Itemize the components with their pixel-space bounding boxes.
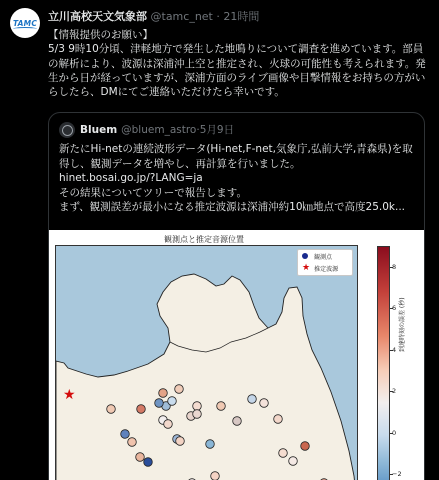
author-avatar[interactable]: [10, 8, 40, 38]
station-point: [155, 399, 164, 408]
legend-item-stations: [298, 250, 352, 262]
legend-label-source: 推定波源: [314, 265, 339, 273]
colorbar-tick-label: 2: [392, 387, 397, 396]
map-plot-area: [55, 245, 358, 480]
station-point: [175, 385, 184, 394]
tweet-header: [48, 10, 259, 26]
station-point: [193, 402, 202, 411]
quoted-tweet-header: [59, 122, 234, 138]
tweet-text: [48, 28, 430, 99]
station-point: [144, 458, 153, 467]
tweet-timestamp[interactable]: 21時間: [223, 10, 260, 23]
circle-marker-icon: [302, 253, 308, 259]
quoted-header-separator: ·: [196, 124, 200, 136]
star-marker-icon: ★: [302, 262, 311, 273]
colorbar-tick-label: 6: [392, 304, 397, 313]
station-point: [279, 449, 288, 458]
tweet-text-line: 【情報提供のお願い】: [48, 29, 153, 41]
colorbar-tick-label: 8: [392, 262, 397, 271]
station-point: [248, 395, 257, 404]
header-separator: ·: [216, 10, 220, 23]
quoted-tweet-date[interactable]: 5月9日: [199, 124, 235, 136]
station-point: [168, 397, 177, 406]
station-point: [233, 417, 242, 426]
colorbar-tick-label: 4: [392, 345, 397, 354]
chart-title: 観測点と推定音源位置: [164, 235, 244, 244]
quoted-text-line: 得し、観測データを増やし、再計算を行いました。: [59, 157, 301, 170]
avatar-logo-text: TAMC: [12, 18, 38, 28]
station-point: [121, 430, 130, 439]
quoted-author-name[interactable]: Bluem: [80, 124, 118, 136]
station-point: [136, 453, 145, 462]
legend-label-stations: 観測点: [314, 253, 333, 261]
quoted-tweet[interactable]: [48, 112, 425, 480]
map-svg: [56, 246, 358, 480]
station-point: [164, 420, 173, 429]
station-point: [206, 440, 215, 449]
quoted-author-avatar[interactable]: [59, 122, 75, 138]
chart-legend: [297, 249, 353, 276]
avatar-logo-swoosh-icon: [13, 27, 37, 31]
station-point: [217, 402, 226, 411]
station-point: [260, 399, 269, 408]
quoted-text-line: その結果についてツリーで報告します。: [59, 186, 247, 199]
station-point: [137, 405, 146, 414]
quoted-text-link[interactable]: hinet.bosai.go.jp/?LANG=ja: [59, 172, 203, 185]
station-point: [128, 438, 137, 447]
estimated-source-star: ★: [63, 387, 76, 403]
station-point: [289, 457, 298, 466]
tweet-text-line: 5/3 9時10分頃、津軽地方で発生した地鳴りについて調査を進めています。部員の解析により、波源は深浦沖上空と推定され、火球の可能性も考えられます。発生から日が経っていますが、深浦方面のライブ画像や目撃情報をお持ちの方がいらしたら、DMにてご連絡いただけたら幸いです。: [48, 43, 426, 99]
station-point: [176, 437, 185, 446]
map-figure: [49, 230, 424, 480]
quoted-text-line: まず、観測誤差が最小になる推定波源は深浦沖約10㎞地点で高度25.0k...: [59, 201, 405, 214]
colorbar-label: 到達時刻の誤差 (秒): [399, 297, 406, 352]
legend-item-source: [298, 262, 352, 274]
quoted-author-handle[interactable]: @bluem_astro: [121, 124, 197, 136]
station-point: [301, 442, 310, 451]
station-point: [107, 405, 116, 414]
attached-image[interactable]: [49, 230, 424, 480]
quoted-tweet-text: [59, 142, 419, 215]
colorbar-tick-label: 0: [392, 428, 397, 437]
station-point: [159, 389, 168, 398]
station-point: [193, 410, 202, 419]
land-area: [56, 274, 356, 480]
colorbar-tick-label: −2: [392, 470, 402, 479]
station-point: [274, 415, 283, 424]
colorbar: [377, 246, 390, 480]
author-name[interactable]: 立川高校天文気象部: [48, 10, 147, 23]
quoted-text-line: 新たにHi-netの連続波形データ(Hi-net,F-net,気象庁,弘前大学,青森県)を取: [59, 143, 413, 155]
author-handle[interactable]: @tamc_net: [150, 10, 213, 23]
station-point: [211, 472, 220, 480]
